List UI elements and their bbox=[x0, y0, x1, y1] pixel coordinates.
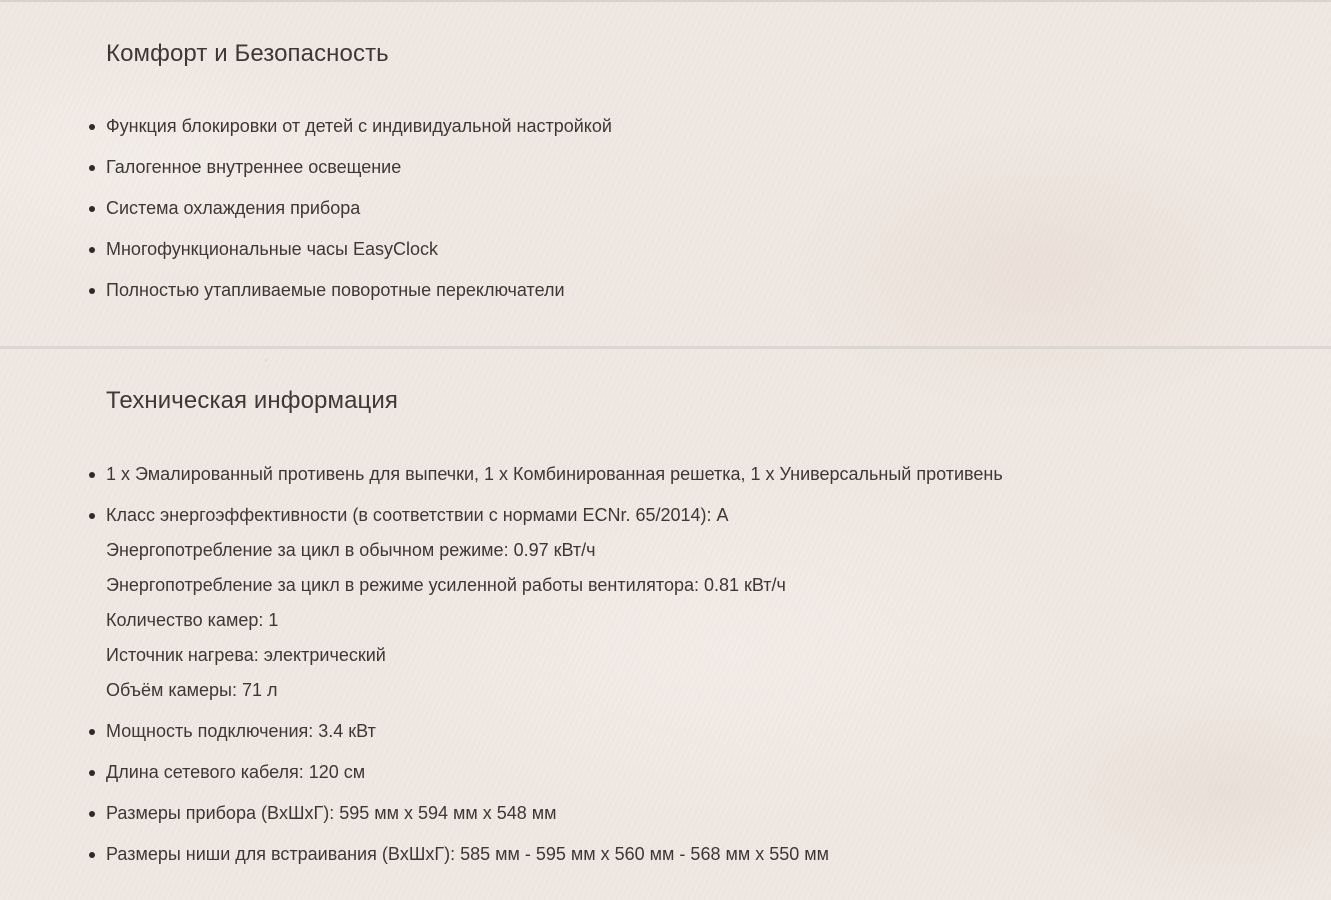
list-item-text: Размеры прибора (ВxШxГ): 595 мм x 594 мм x 548 мм bbox=[106, 803, 557, 823]
list-item bbox=[106, 462, 1206, 486]
energy-efficiency-item bbox=[106, 503, 1206, 702]
technical-information-section bbox=[0, 349, 1331, 900]
list-item-text: 1 x Эмалированный противень для выпечки, 1 x Комбинированная решетка, 1 x Универсальный противень bbox=[106, 464, 1003, 484]
list-item bbox=[106, 719, 1206, 743]
cavity-volume-line: Объём камеры: 71 л bbox=[106, 680, 278, 700]
list-item-text: Мощность подключения: 3.4 кВт bbox=[106, 721, 376, 741]
technical-specifications-list bbox=[106, 462, 1206, 883]
comfort-features-list bbox=[106, 114, 1206, 319]
list-item-text: Длина сетевого кабеля: 120 см bbox=[106, 762, 366, 782]
heat-source-line: Источник нагрева: электрический bbox=[106, 645, 386, 665]
list-item bbox=[106, 196, 1206, 220]
energy-consumption-fan-line: Энергопотребление за цикл в режиме усиленной работы вентилятора: 0.81 кВт/ч bbox=[106, 575, 786, 595]
comfort-safety-section bbox=[0, 0, 1331, 346]
list-item bbox=[106, 760, 1206, 784]
list-item bbox=[106, 114, 1206, 138]
list-item bbox=[106, 155, 1206, 179]
energy-consumption-normal-line: Энергопотребление за цикл в обычном режиме: 0.97 кВт/ч bbox=[106, 540, 596, 560]
list-item-text: Функция блокировки от детей с индивидуальной настройкой bbox=[106, 116, 612, 136]
list-item bbox=[106, 801, 1206, 825]
cavity-count-line: Количество камер: 1 bbox=[106, 610, 279, 630]
list-item-text: Класс энергоэффективности (в соответствии с нормами ECNr. 65/2014): A bbox=[106, 505, 729, 525]
list-item-text: Размеры ниши для встраивания (ВxШxГ): 585 мм - 595 мм x 560 мм - 568 мм x 550 мм bbox=[106, 844, 829, 864]
technical-information-title: Техническая информация bbox=[106, 387, 398, 414]
list-item-text: Многофункциональные часы EasyClock bbox=[106, 239, 438, 259]
list-item-text: Полностью утапливаемые поворотные переключатели bbox=[106, 280, 565, 300]
list-item bbox=[106, 842, 1206, 866]
comfort-safety-title: Комфорт и Безопасность bbox=[106, 40, 389, 67]
list-item bbox=[106, 278, 1206, 302]
list-item bbox=[106, 237, 1206, 261]
list-item-text: Система охлаждения прибора bbox=[106, 198, 361, 218]
list-item-text: Галогенное внутреннее освещение bbox=[106, 157, 402, 177]
